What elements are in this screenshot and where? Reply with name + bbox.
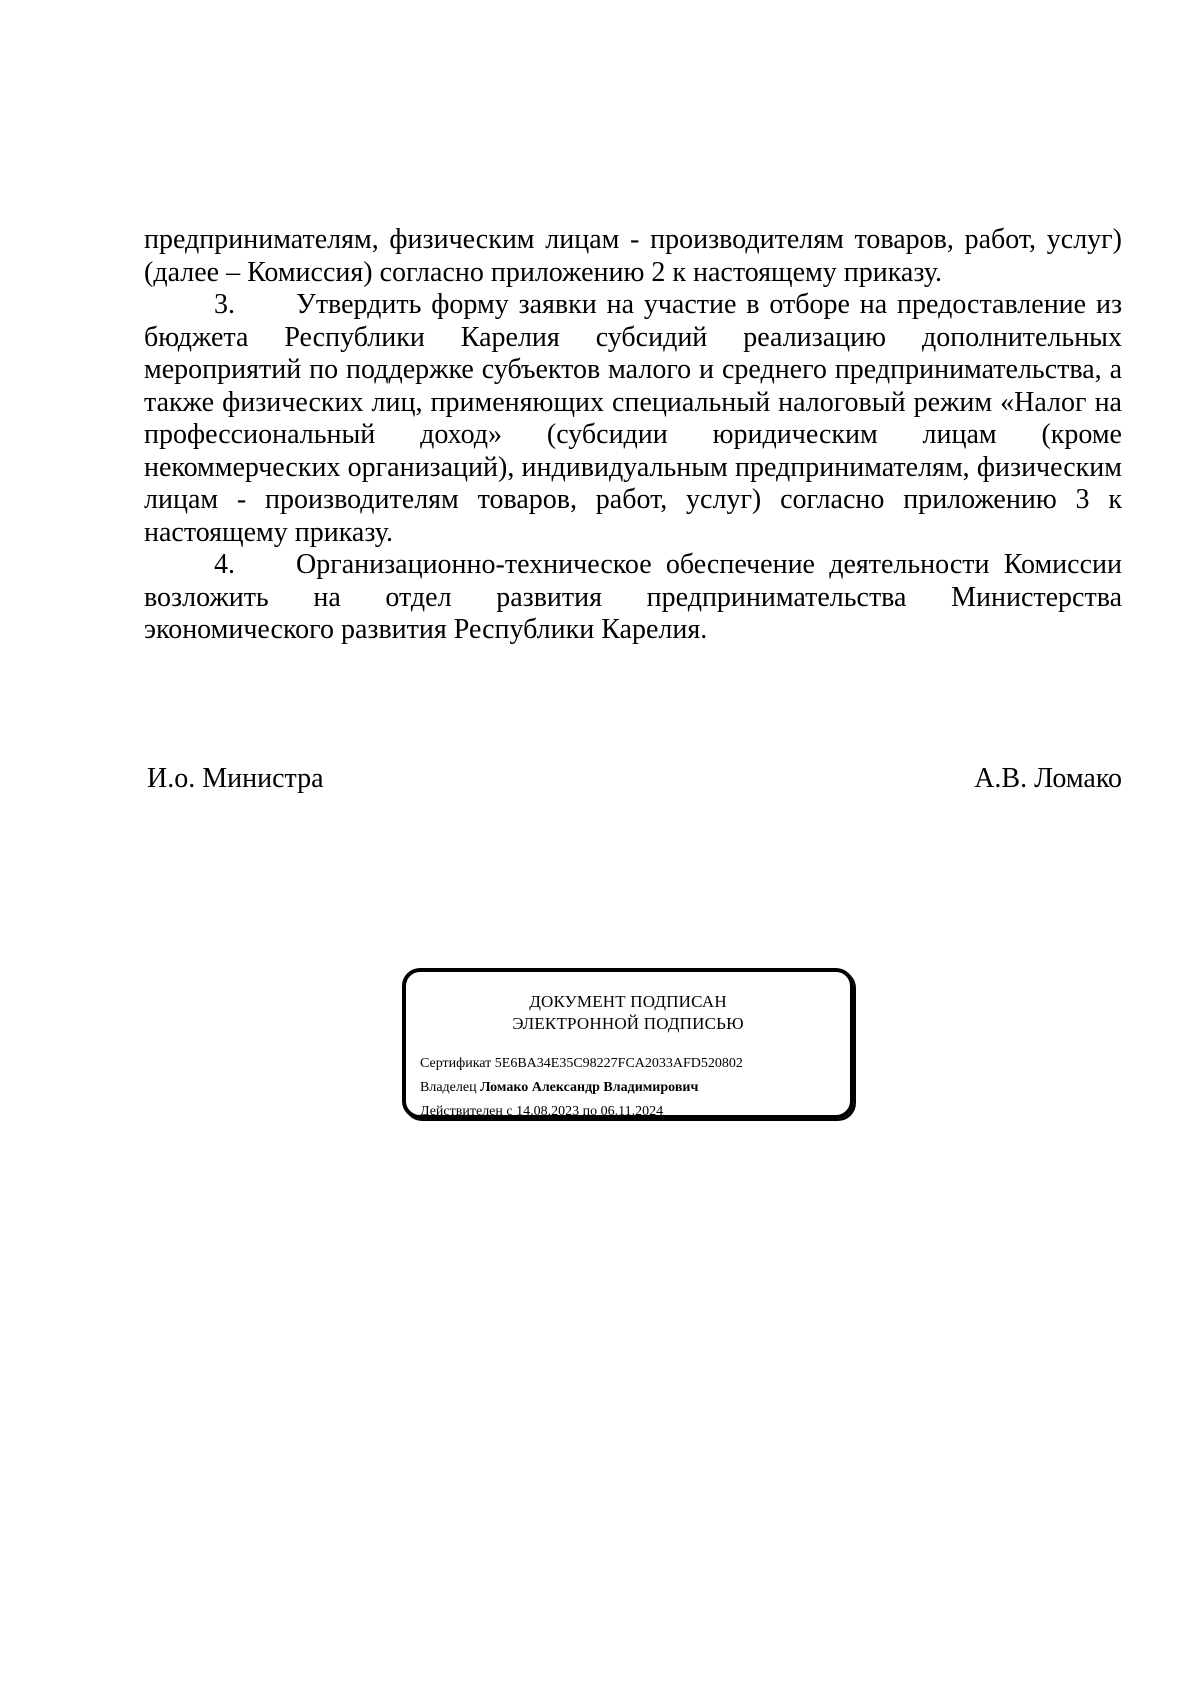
validity-to-label: по	[582, 1104, 598, 1119]
stamp-title	[406, 991, 850, 1035]
stamp-certificate-line	[420, 1052, 743, 1076]
paragraph-text: Утвердить форму заявки на участие в отборе на предоставление из бюджета Республики Карелия субсидий реализацию дополнительных мероприятий по поддержке субъектов малого и среднего предпринимательства, а также физических лиц, применяющих специальный налоговый режим «Налог на профессиональный доход» (субсидии юридическим лицам (кроме некоммерческих организаций), индивидуальным предпринимателям, физическим лицам - производителям товаров, работ, услуг) согласно приложению 3 к настоящему приказу.	[144, 289, 1122, 548]
stamp-owner-line	[420, 1076, 743, 1100]
paragraph-item-4	[144, 549, 1122, 647]
valid-from: 14.08.2023	[516, 1104, 580, 1119]
validity-label: Действителен с	[420, 1104, 513, 1119]
certificate-label: Сертификат	[420, 1056, 492, 1071]
paragraph-number: 3.	[214, 289, 235, 320]
owner-label: Владелец	[420, 1080, 477, 1095]
stamp-title-line-2: ЭЛЕКТРОННОЙ ПОДПИСЬЮ	[512, 1014, 744, 1033]
certificate-value: 5E6BA34E35C98227FCA2033AFD520802	[494, 1056, 743, 1071]
paragraph-text: Организационно-техническое обеспечение деятельности Комиссии возложить на отдел развития предпринимательства Министерства экономического развития Республики Карелия.	[144, 549, 1122, 645]
valid-to: 06.11.2024	[600, 1104, 664, 1119]
paragraph-text: предпринимателям, физическим лицам - производителям товаров, работ, услуг) (далее – Комиссия) согласно приложению 2 к настоящему приказу.	[144, 224, 1122, 288]
stamp-title-line-1: ДОКУМЕНТ ПОДПИСАН	[529, 992, 727, 1011]
stamp-details	[420, 1052, 743, 1124]
signatory-position: И.о. Министра	[147, 763, 324, 794]
stamp-validity-line	[420, 1100, 743, 1124]
owner-value: Ломако Александр Владимирович	[480, 1080, 699, 1095]
document-body	[144, 224, 1122, 647]
signatory-name: А.В. Ломако	[974, 763, 1122, 794]
electronic-signature-stamp	[402, 968, 854, 1119]
paragraph-number: 4.	[214, 549, 235, 580]
paragraph-item-3	[144, 289, 1122, 549]
paragraph-continuation	[144, 224, 1122, 289]
